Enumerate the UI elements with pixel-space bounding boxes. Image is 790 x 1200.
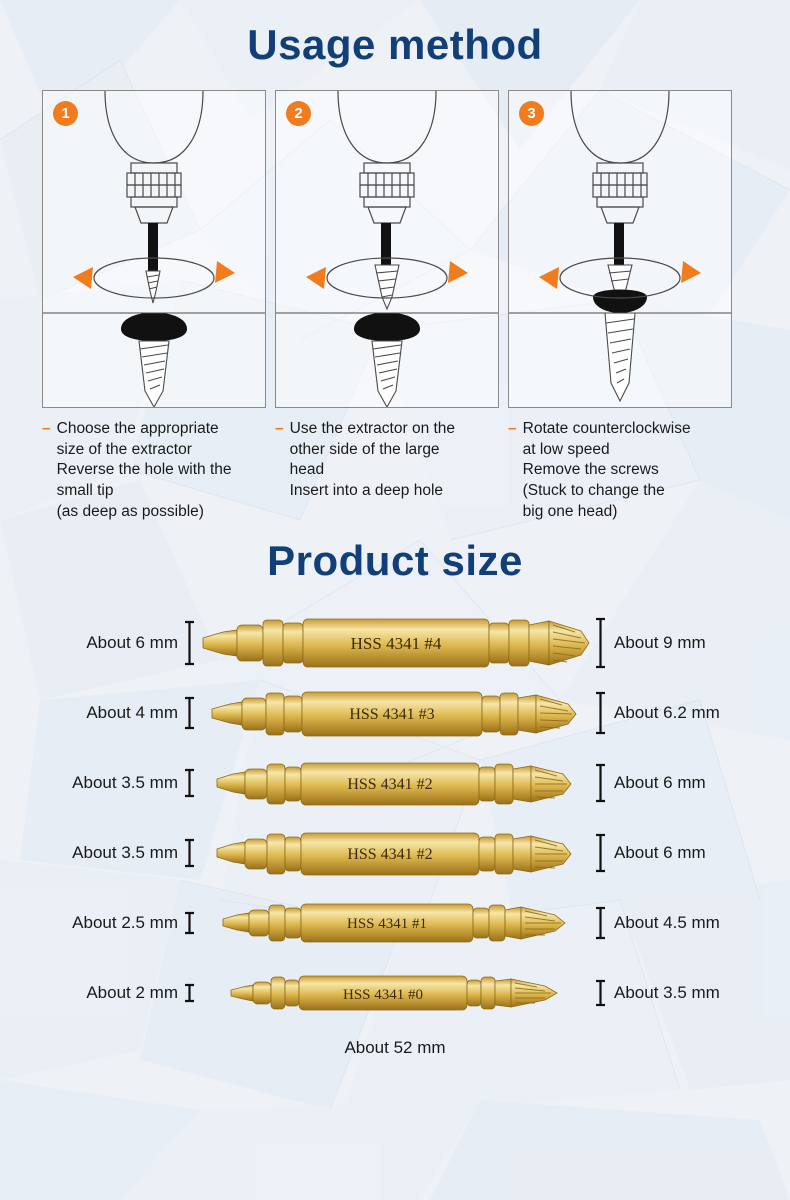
product-size-title: Product size <box>267 537 523 585</box>
step-2-illustration <box>275 90 499 408</box>
bit-illustration <box>195 754 595 812</box>
screw-extractor-bit <box>204 683 586 743</box>
left-bracket <box>184 696 195 730</box>
step-3-line-4: (Stuck to change the <box>522 482 665 500</box>
size-left-label: About 6 mm <box>86 633 178 653</box>
step-1-illustration <box>42 90 266 408</box>
size-right-label: About 6.2 mm <box>614 703 720 723</box>
bit-illustration <box>195 683 595 743</box>
bit-engraving: HSS 4341 #2 <box>347 846 433 864</box>
step-3-caption <box>508 408 732 522</box>
size-left-label: About 3.5 mm <box>72 773 178 793</box>
size-left-label: About 2.5 mm <box>72 913 178 933</box>
step-1-line-2: size of the extractor <box>56 440 192 458</box>
bit-engraving: HSS 4341 #1 <box>346 916 428 933</box>
rotation-arrow-icon <box>539 267 559 289</box>
left-bracket <box>184 620 195 666</box>
bit-engraving: HSS 4341 #3 <box>349 706 435 724</box>
step-3-line-2: at low speed <box>522 440 610 458</box>
bit-engraving: HSS 4341 #0 <box>342 987 424 1004</box>
left-bracket <box>184 911 195 935</box>
bit-engraving: HSS 4341 #4 <box>350 634 442 654</box>
bit-illustration <box>195 824 595 882</box>
rotation-arrow-icon <box>215 261 235 283</box>
size-left-label: About 4 mm <box>86 703 178 723</box>
step-2-line-4: Insert into a deep hole <box>289 482 444 500</box>
size-row <box>0 818 790 888</box>
step-3-illustration <box>508 90 732 408</box>
step-2-line-1: Use the extractor on the <box>289 420 456 438</box>
bit-illustration <box>195 896 595 950</box>
step-2-badge: 2 <box>286 101 311 126</box>
size-right-label: About 9 mm <box>614 633 706 653</box>
size-left-label: About 2 mm <box>86 983 178 1003</box>
right-bracket <box>595 833 606 873</box>
step-2-caption <box>275 408 499 501</box>
step-1-badge: 1 <box>53 101 78 126</box>
step-1-line-5: (as deep as possible) <box>56 502 204 520</box>
step-3-line-3: Remove the screws <box>522 461 659 479</box>
right-bracket <box>595 979 606 1007</box>
step-1-caption <box>42 408 266 522</box>
screw-extractor-bit <box>215 896 575 950</box>
bit-engraving: HSS 4341 #2 <box>347 776 433 794</box>
usage-step-3 <box>508 90 732 522</box>
size-row <box>0 608 790 678</box>
screw-extractor-bit <box>197 611 593 675</box>
screw-extractor-bit <box>209 824 581 882</box>
rotation-arrow-icon <box>681 261 701 283</box>
rotation-arrow-icon <box>306 267 326 289</box>
usage-steps <box>0 68 790 522</box>
drill-screw-diagram-2 <box>276 91 498 407</box>
size-right-label: About 6 mm <box>614 773 706 793</box>
step-1-line-1: Choose the appropriate <box>56 420 219 438</box>
drill-screw-diagram-3 <box>509 91 731 407</box>
usage-step-1 <box>42 90 266 522</box>
product-size-list <box>0 584 790 1058</box>
step-3-line-1: Rotate counterclockwise <box>522 420 691 438</box>
size-row <box>0 678 790 748</box>
caption-dash: – <box>42 420 51 438</box>
size-row <box>0 958 790 1028</box>
right-bracket <box>595 906 606 940</box>
left-bracket <box>184 838 195 868</box>
step-1-line-4: small tip <box>56 482 114 500</box>
size-right-label: About 6 mm <box>614 843 706 863</box>
screw-extractor-bit <box>221 968 569 1018</box>
size-row <box>0 888 790 958</box>
caption-dash: – <box>275 420 284 438</box>
right-bracket <box>595 617 606 669</box>
usage-method-title: Usage method <box>247 21 543 68</box>
total-length-label: About 52 mm <box>344 1038 446 1058</box>
size-left-label: About 3.5 mm <box>72 843 178 863</box>
drill-screw-diagram-1 <box>43 91 265 407</box>
step-2-line-3: head <box>289 461 325 479</box>
bit-illustration <box>195 968 595 1018</box>
screw-extractor-bit <box>209 754 581 812</box>
rotation-arrow-icon <box>448 261 468 283</box>
right-bracket <box>595 763 606 803</box>
caption-dash: – <box>508 420 517 438</box>
size-right-label: About 3.5 mm <box>614 983 720 1003</box>
right-bracket <box>595 691 606 735</box>
size-right-label: About 4.5 mm <box>614 913 720 933</box>
usage-step-2 <box>275 90 499 522</box>
step-2-line-2: other side of the large <box>289 440 440 458</box>
left-bracket <box>184 983 195 1003</box>
step-3-badge: 3 <box>519 101 544 126</box>
size-row <box>0 748 790 818</box>
step-1-line-3: Reverse the hole with the <box>56 461 232 479</box>
left-bracket <box>184 768 195 798</box>
step-3-line-5: big one head) <box>522 502 618 520</box>
bit-illustration <box>195 611 595 675</box>
rotation-arrow-icon <box>73 267 93 289</box>
